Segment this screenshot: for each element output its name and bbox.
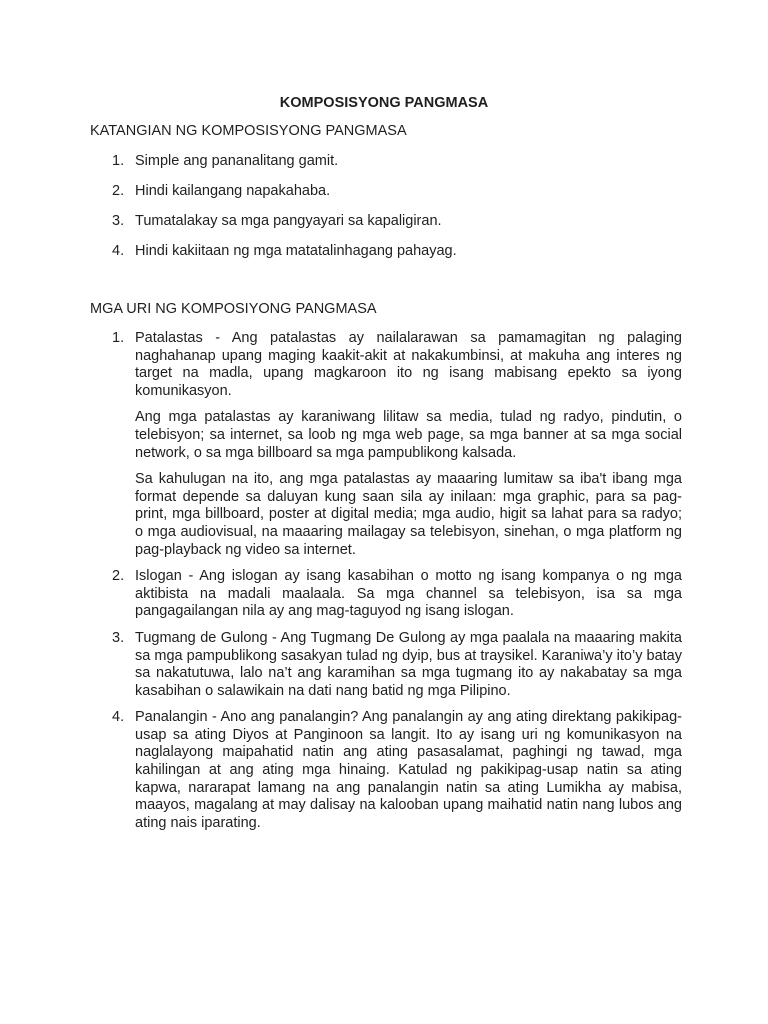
document-title: KOMPOSISYONG PANGMASA bbox=[279, 95, 489, 111]
uri-list bbox=[90, 330, 682, 841]
list-item bbox=[90, 152, 682, 170]
list-item-text: Tumatalakay sa mga pangyayari sa kapaligiran. bbox=[135, 213, 442, 229]
list-number: 3. bbox=[112, 629, 125, 646]
list-number: 3. bbox=[112, 213, 125, 229]
paragraph: Tugmang de Gulong - Ang Tugmang De Gulong ay mga paalala na maaaring makita sa mga pampublikong sasakyan tulad ng dyip, bus at traysikel. Karaniwa’y ito’y batay sa nakatutuwa, lalo na’t ang karamihan sa mga tugmang ito ay nakabatay sa mga kasabihan o salawikain na dati nang batid ng mga Pilipino. bbox=[135, 629, 682, 699]
list-number: 2. bbox=[112, 183, 125, 199]
list-number: 2. bbox=[112, 568, 125, 585]
paragraph: Sa kahulugan na ito, ang mga patalastas ay maaaring lumitaw sa iba't ibang mga format depende sa daluyan kung saan sila ay inilaan: mga graphic, para sa pag-print, mga billboard, poster at digital media; mga audio, higit sa lahat para sa radyo; o mga audiovisual, na maaaring mailagay sa telebisyon, sinehan, o mga platform ng pag-playback ng video sa internet. bbox=[135, 471, 682, 558]
list-number: 1. bbox=[112, 330, 125, 346]
list-item-text: Hindi kakiitaan ng mga matatalinhagang pahayag. bbox=[135, 243, 457, 259]
paragraph: Panalangin - Ano ang panalangin? Ang panalangin ay ang ating direktang pakikipag-usap sa ating Diyos at Panginoon sa langit. Ito ay isang uri ng komunikasyon na naglalayong maipahatid natin ang ating pasasalamat, paghingi ng tawad, mga kahilingan at ang ating mga hinaing. Katulad ng pakikipag-usap natin sa ating kapwa, nararapat lamang na ang panalangin natin sa ating Lumikha ay mabisa, maayos, magalang at may dalisay na kalooban upang maihatid natin nang lubos ang ating nais iparating. bbox=[135, 709, 682, 831]
list-item-patalastas bbox=[90, 330, 682, 559]
list-item-text: Simple ang pananalitang gamit. bbox=[135, 153, 339, 169]
list-item-islogan bbox=[90, 568, 682, 621]
paragraph: Islogan - Ang islogan ay isang kasabihan o motto ng isang kompanya o ng mga aktibista na madali maalaala. Sa mga channel sa telebisyon, isa sa mga pangagailangan nila ay ang mag-taguyod ng isang islogan. bbox=[135, 568, 682, 620]
paragraph: Ang mga patalastas ay karaniwang lilitaw sa media, tulad ng radyo, pindutin, o telebisyon; sa internet, sa loob ng mga web page, sa mga banner at sa mga social network, o sa mga billboard sa mga pampublikong kalsada. bbox=[135, 409, 682, 461]
list-item bbox=[90, 242, 682, 260]
list-item-text: Hindi kailangang napakahaba. bbox=[135, 183, 331, 199]
section-heading-uri: MGA URI NG KOMPOSIYONG PANGMASA bbox=[90, 301, 377, 317]
list-item-tugmang-de-gulong bbox=[90, 630, 682, 700]
list-number: 1. bbox=[112, 153, 125, 169]
list-item bbox=[90, 182, 682, 200]
paragraph: Patalastas - Ang patalastas ay nailalarawan sa pamamagitan ng palaging naghahanap upang maging kaakit-akit at nakakumbinsi, at makuha ang interes ng target na madla, upang magkaroon ito ng isang mabisang epekto sa iyong komunikasyon. bbox=[135, 330, 682, 399]
section-heading-katangian: KATANGIAN NG KOMPOSISYONG PANGMASA bbox=[90, 123, 407, 139]
katangian-list bbox=[90, 152, 682, 272]
list-item-panalangin bbox=[90, 709, 682, 832]
list-number: 4. bbox=[112, 709, 125, 726]
list-item bbox=[90, 212, 682, 230]
list-number: 4. bbox=[112, 243, 125, 259]
